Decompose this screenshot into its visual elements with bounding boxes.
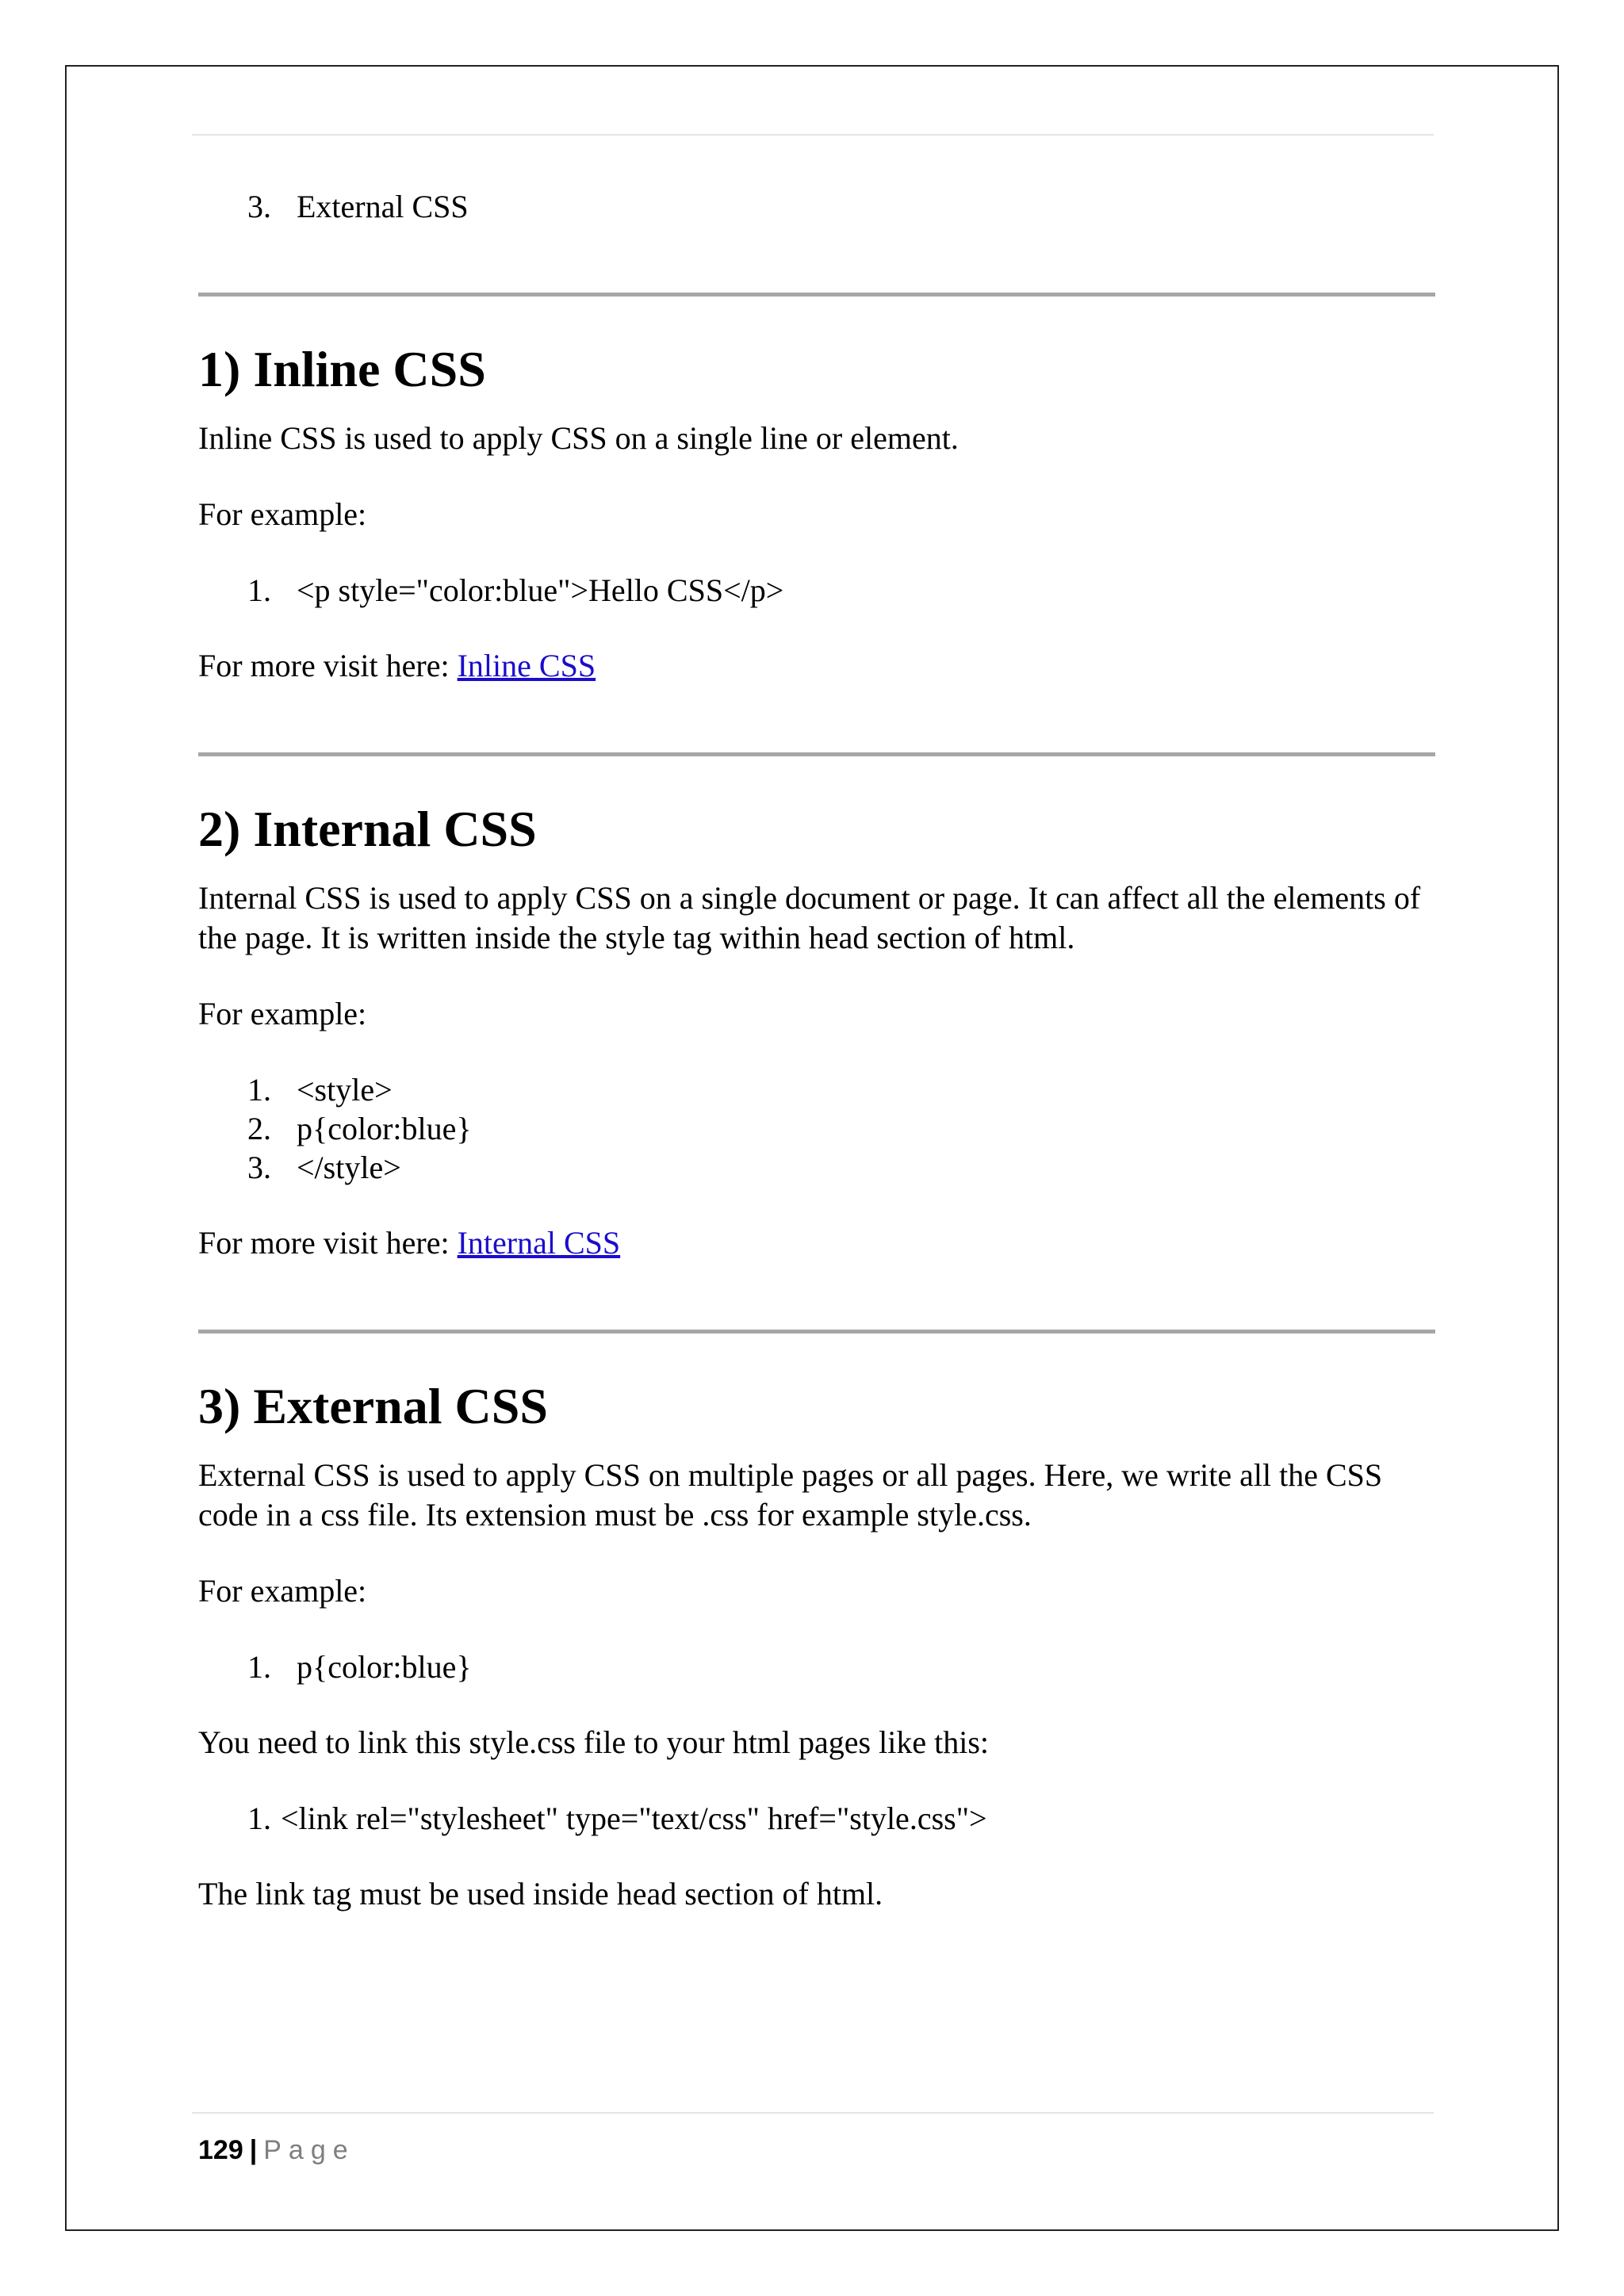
- header-rule: [192, 134, 1434, 136]
- code-line: [198, 1109, 1435, 1148]
- code-line: [198, 1799, 1435, 1838]
- code-line: [198, 1148, 1435, 1187]
- page-label: Page: [263, 2135, 355, 2165]
- internal-css-link[interactable]: Internal CSS: [457, 1225, 621, 1261]
- code-line-number: 1.: [247, 572, 271, 608]
- code-line-text: p{color:blue}: [297, 1649, 472, 1685]
- more-info-prefix: For more visit here:: [198, 648, 450, 683]
- page-content: [198, 187, 1435, 1914]
- code-line-number: 1.: [247, 1800, 271, 1836]
- list-item: [198, 187, 1435, 226]
- code-line-number: 1.: [247, 1649, 271, 1685]
- section-divider: [198, 752, 1435, 756]
- code-line: [198, 1070, 1435, 1109]
- example-label: For example:: [198, 1573, 367, 1609]
- closing-note: The link tag must be used inside head section of html.: [198, 1876, 883, 1911]
- section-description: External CSS is used to apply CSS on multiple pages or all pages. Here, we write all the CSS code in a css file. Its extension must be .css for example style.css.: [198, 1457, 1383, 1533]
- more-info: [198, 1223, 1435, 1263]
- example-label: For example:: [198, 996, 367, 1031]
- list-number: 3.: [247, 189, 271, 224]
- code-line-number: 3.: [247, 1150, 271, 1185]
- inline-css-link[interactable]: Inline CSS: [457, 648, 596, 683]
- more-info-prefix: For more visit here:: [198, 1225, 450, 1261]
- link-instruction: You need to link this style.css file to your html pages like this:: [198, 1724, 989, 1760]
- code-line: [198, 571, 1435, 610]
- more-info: [198, 646, 1435, 686]
- page-footer: [198, 2134, 355, 2166]
- section-description: Inline CSS is used to apply CSS on a single line or element.: [198, 420, 959, 456]
- code-line-text: <style>: [297, 1072, 393, 1108]
- code-line-text: p{color:blue}: [297, 1111, 472, 1146]
- example-label: For example:: [198, 496, 367, 532]
- page-number: 129: [198, 2135, 243, 2165]
- section-heading-internal-css: 2) Internal CSS: [198, 801, 537, 857]
- section-description: Internal CSS is used to apply CSS on a single document or page. It can affect all the elements of the page. It is written inside the style tag within head section of html.: [198, 880, 1421, 955]
- list-text: External CSS: [297, 189, 469, 224]
- section-heading-external-css: 3) External CSS: [198, 1378, 548, 1434]
- code-line-text: <link rel="stylesheet" type="text/css" href="style.css">: [281, 1800, 987, 1836]
- section-heading-inline-css: 1) Inline CSS: [198, 341, 486, 397]
- code-line-text: <p style="color:blue">Hello CSS</p>: [297, 572, 784, 608]
- code-line-number: 1.: [247, 1072, 271, 1108]
- section-divider: [198, 293, 1435, 297]
- code-line: [198, 1647, 1435, 1686]
- footer-separator: |: [249, 2135, 258, 2165]
- section-divider: [198, 1330, 1435, 1334]
- footer-rule: [192, 2112, 1434, 2114]
- code-line-number: 2.: [247, 1111, 271, 1146]
- code-line-text: </style>: [297, 1150, 401, 1185]
